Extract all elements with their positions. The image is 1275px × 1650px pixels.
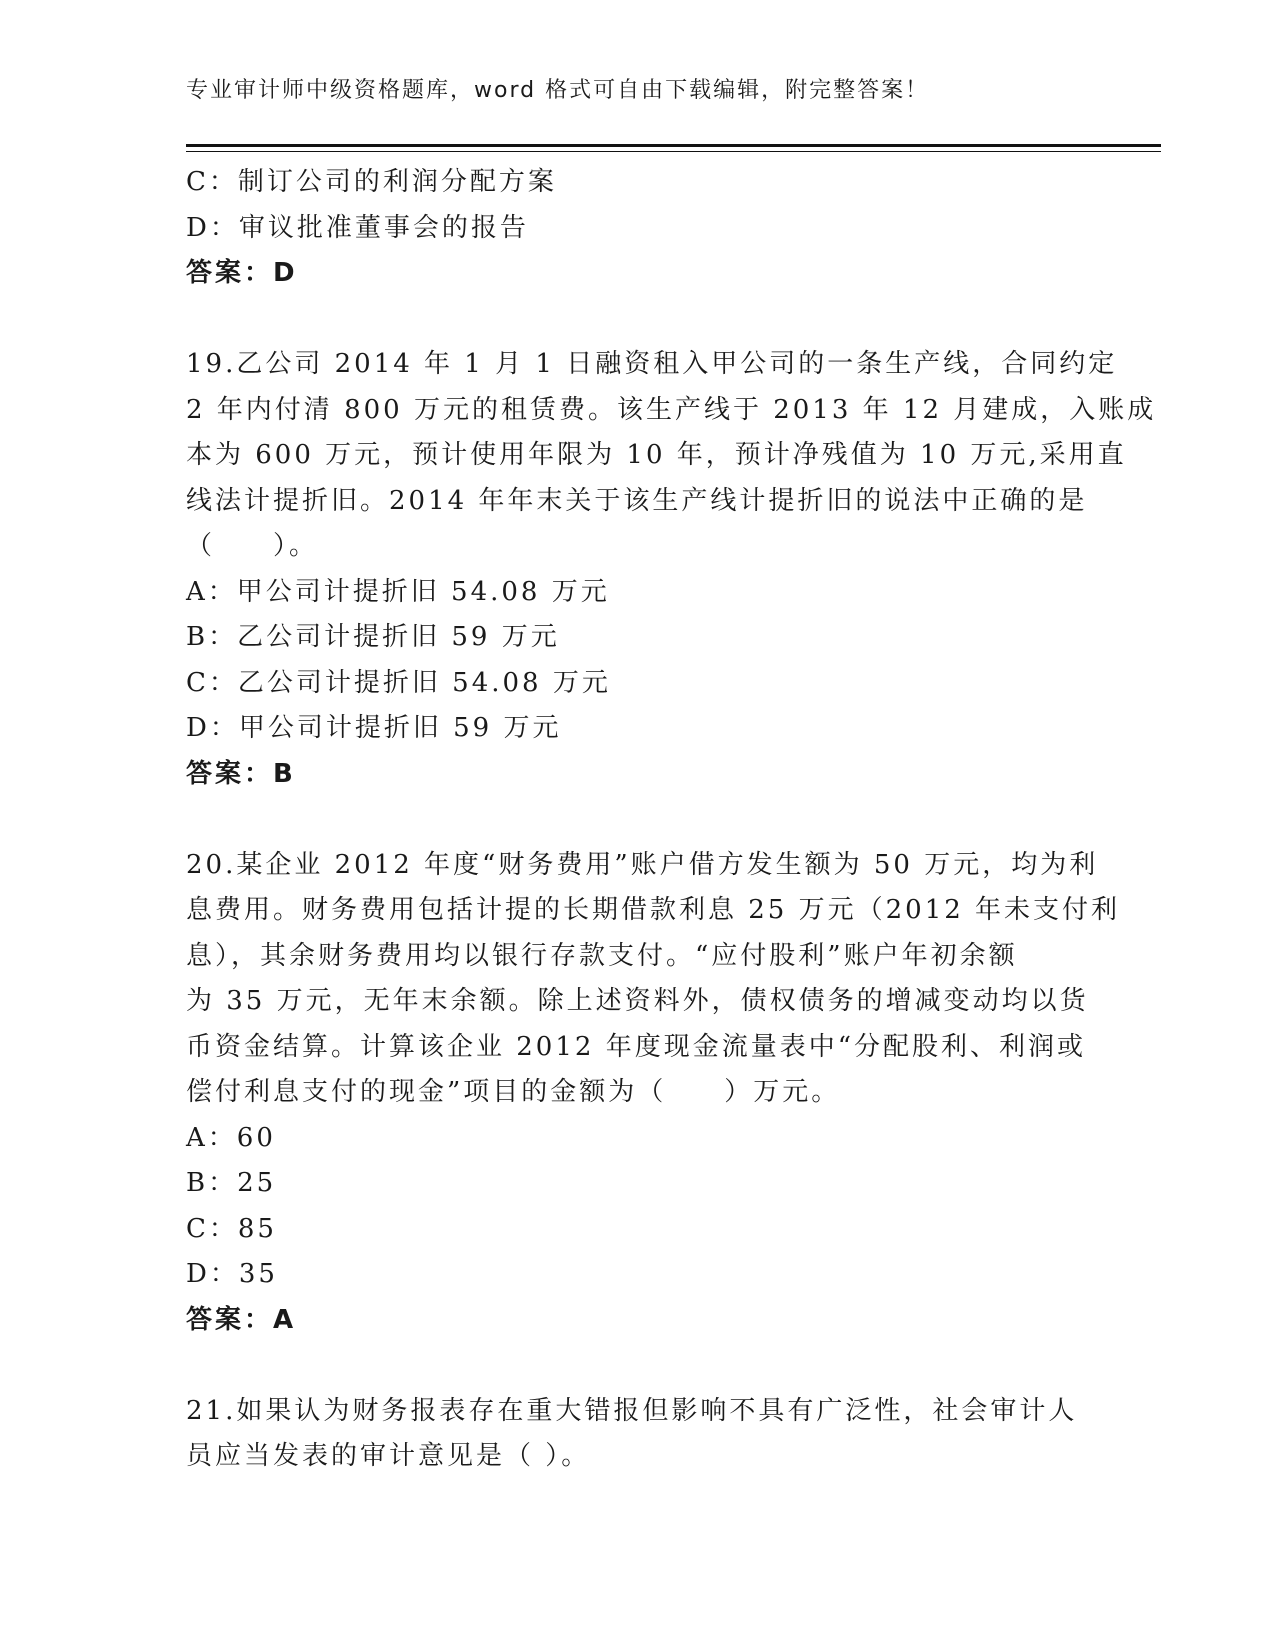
header-rule-thin — [186, 151, 1161, 152]
question-text-line: 2 年内付清 800 万元的租赁费。该生产线于 2013 年 12 月建成，入账成 — [186, 394, 1157, 425]
page-header: 专业审计师中级资格题库，word 格式可自由下载编辑，附完整答案！ — [186, 78, 930, 103]
option-b: B：乙公司计提折旧 59 万元 — [186, 622, 560, 652]
spacer — [186, 1343, 1086, 1389]
answer-line: 答案：D — [186, 258, 298, 288]
question-text-line: 21.如果认为财务报表存在重大错报但影响不具有广泛性，社会审计人 — [186, 1395, 1078, 1426]
option-d: D：甲公司计提折旧 59 万元 — [186, 713, 562, 743]
question-text-line: 本为 600 万元，预计使用年限为 10 年，预计净残值为 10 万元,采用直 — [186, 440, 1127, 470]
option-a: A：60 — [186, 1122, 276, 1153]
option-d: D：审议批准董事会的报告 — [186, 212, 529, 243]
question-text-line: 线法计提折旧。2014 年年末关于该生产线计提折旧的说法中正确的是 — [186, 485, 1088, 516]
question-21 — [186, 1389, 1086, 1480]
question-text-line: 员应当发表的审计意见是（ ）。 — [186, 1441, 591, 1471]
option-b: B：25 — [186, 1168, 277, 1198]
answer-line: 答案：A — [186, 1304, 297, 1335]
question-text-line: 币资金结算。计算该企业 2012 年度现金流量表中“分配股利、利润或 — [186, 1031, 1086, 1062]
option-a: A：甲公司计提折旧 54.08 万元 — [186, 576, 610, 607]
option-c: C：乙公司计提折旧 54.08 万元 — [186, 667, 611, 698]
option-d: D：35 — [186, 1259, 278, 1289]
option-c: C：85 — [186, 1213, 277, 1244]
question-text-line: 为 35 万元，无年末余额。除上述资料外，债权债务的增减变动均以货 — [186, 986, 1089, 1016]
question-20 — [186, 843, 1121, 1344]
header-rule-thick — [186, 144, 1161, 147]
answer-line: 答案：B — [186, 758, 296, 789]
question-text-line: 息费用。财务费用包括计提的长期借款利息 25 万元（2012 年未支付利 — [186, 895, 1121, 925]
question-text-line: 偿付利息支付的现金”项目的金额为（ ）万元。 — [186, 1077, 841, 1107]
spacer — [186, 297, 1086, 343]
spacer — [186, 797, 1086, 843]
question-19 — [186, 342, 1157, 797]
question-text-line: 19.乙公司 2014 年 1 月 1 日融资租入甲公司的一条生产线，合同约定 — [186, 349, 1118, 379]
question-text-line: （ ）。 — [186, 531, 319, 561]
question-text-line: 息），其余财务费用均以银行存款支付。“应付股利”账户年初余额 — [186, 940, 1018, 971]
option-c: C：制订公司的利润分配方案 — [186, 167, 557, 197]
document-body — [186, 160, 1157, 1480]
question-text-line: 20.某企业 2012 年度“财务费用”账户借方发生额为 50 万元，均为利 — [186, 849, 1099, 880]
